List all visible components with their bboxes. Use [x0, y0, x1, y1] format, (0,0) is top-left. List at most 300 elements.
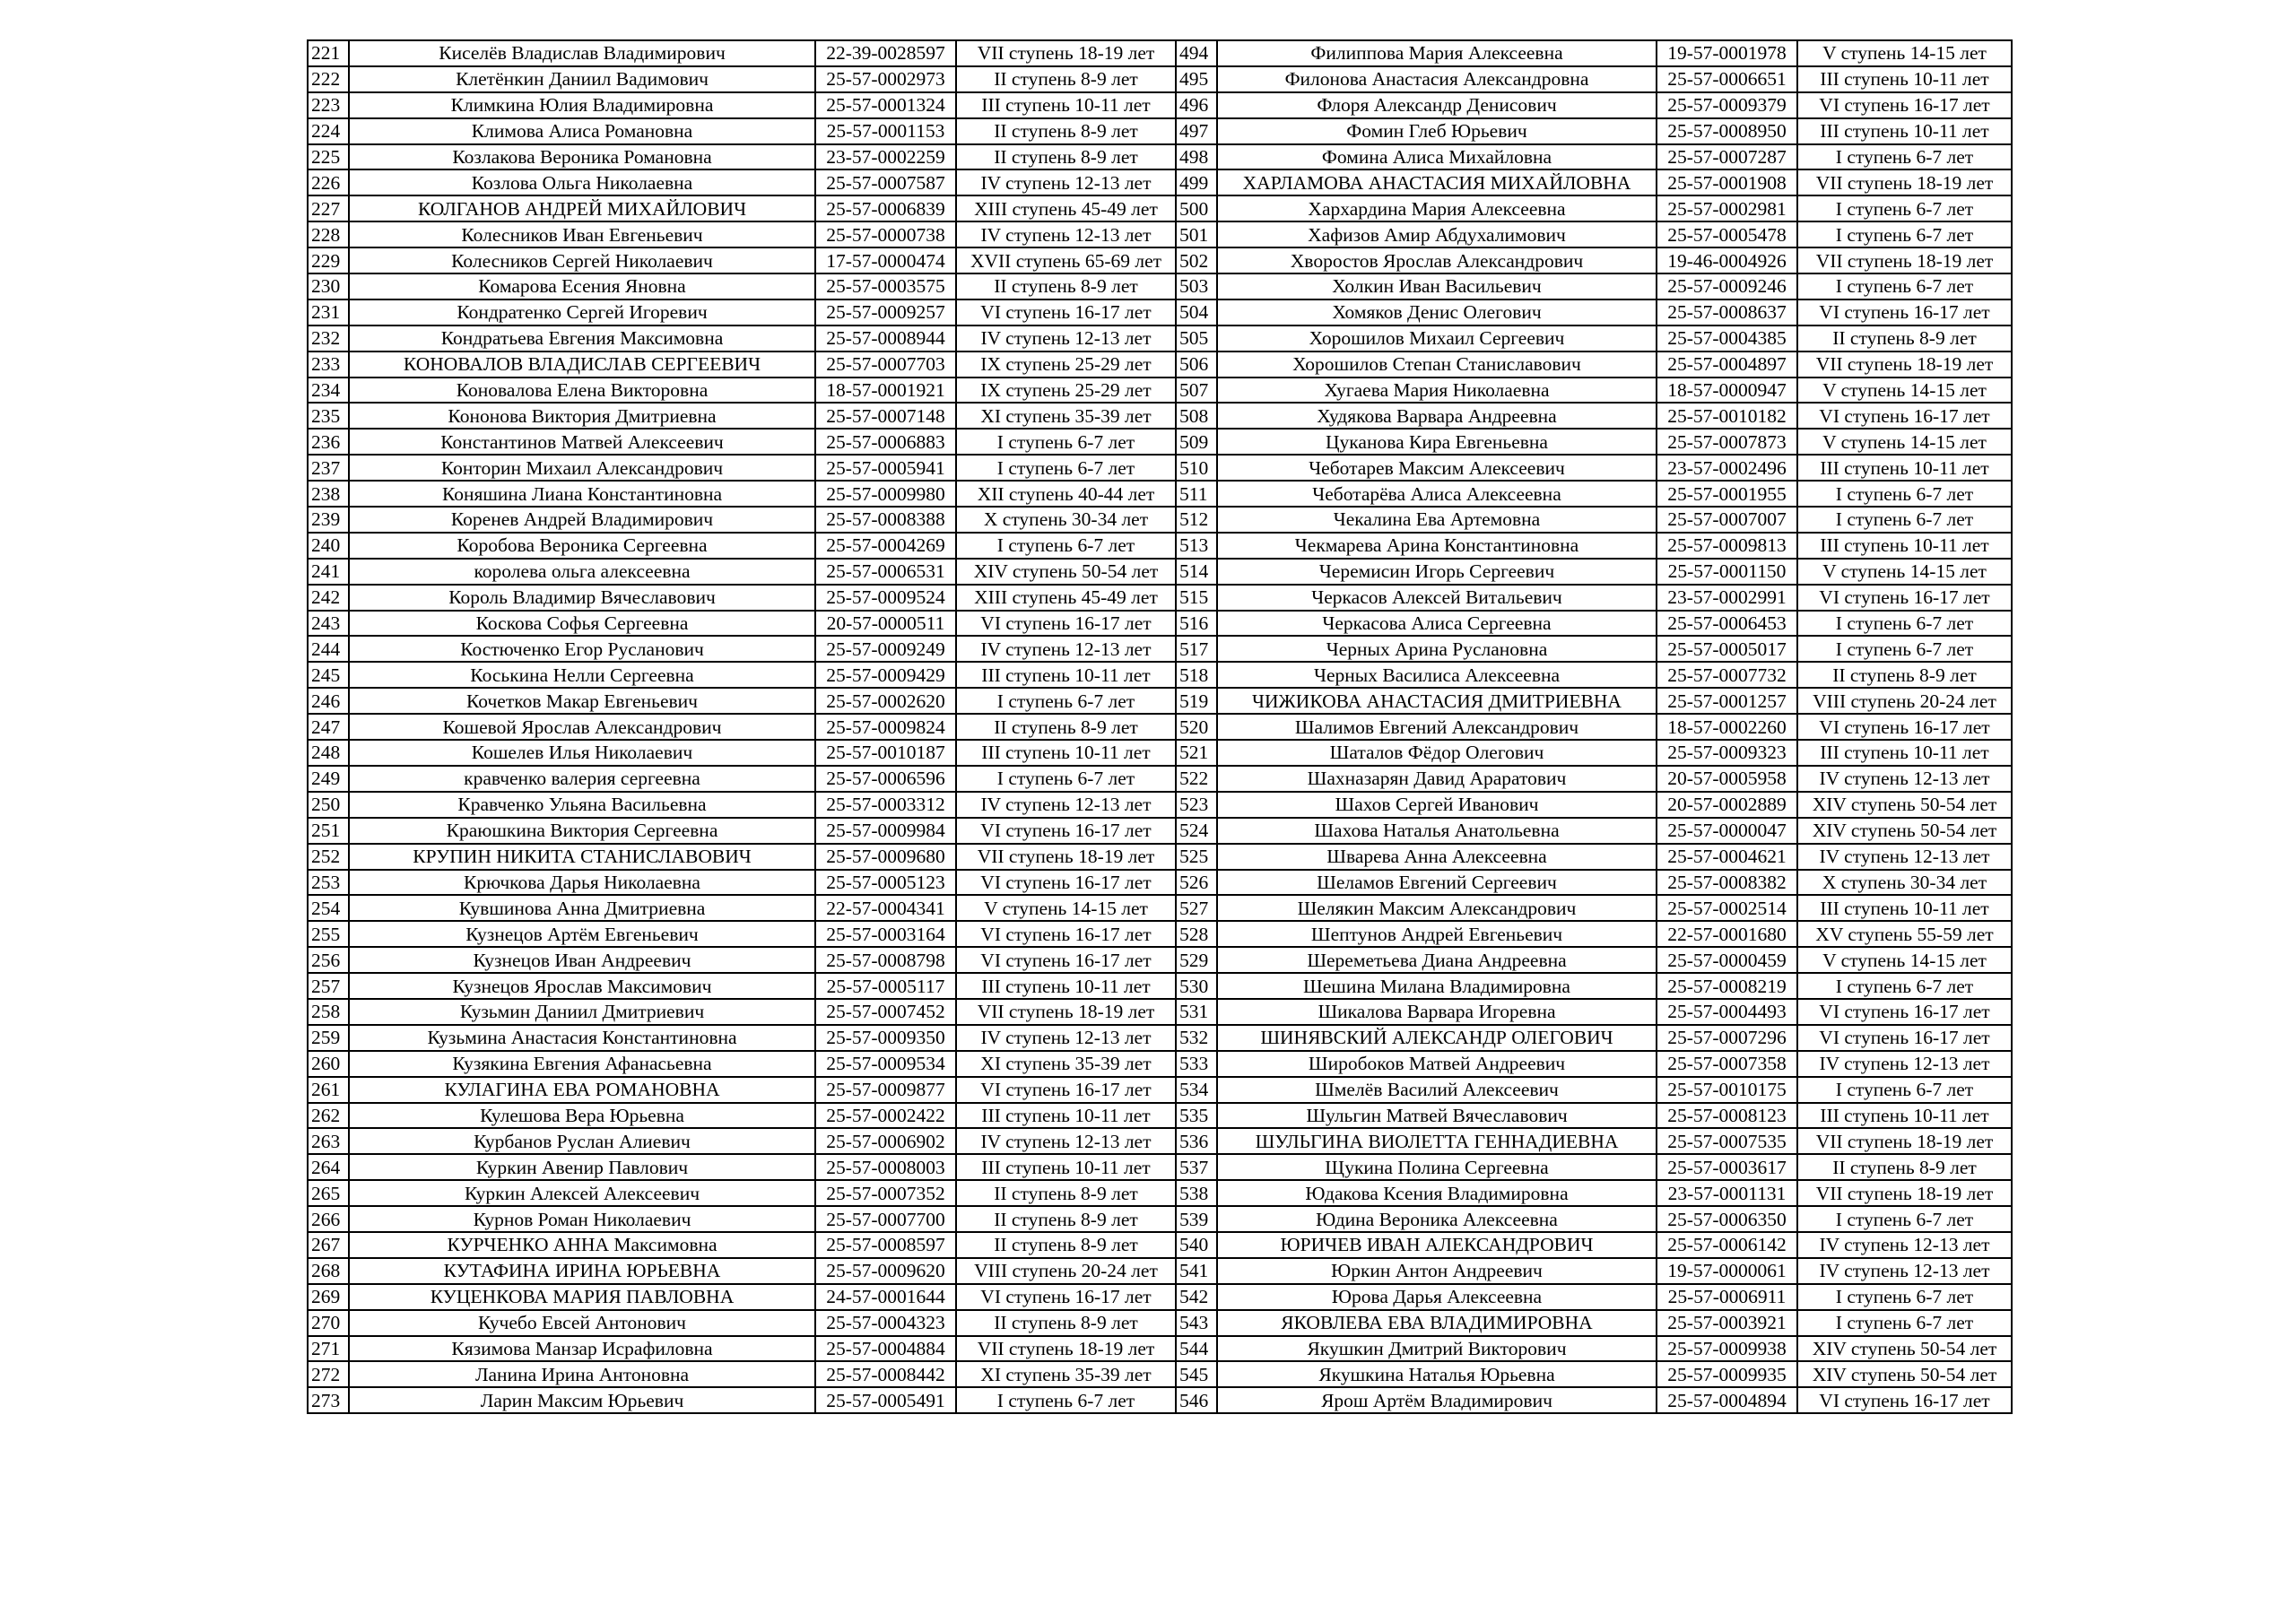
left-stage-age-cell: III ступень 10-11 лет [956, 92, 1176, 118]
right-row-number-cell: 522 [1176, 766, 1217, 792]
table-row [308, 144, 2012, 170]
right-full-name-cell: Черкасов Алексей Витальевич [1217, 585, 1657, 611]
right-row-number-cell: 514 [1176, 559, 1217, 585]
left-row-number-cell: 250 [308, 792, 349, 818]
left-stage-age-cell: III ступень 10-11 лет [956, 1103, 1176, 1129]
left-full-name-cell: Кязимова Манзар Исрафиловна [349, 1336, 815, 1362]
table-row [308, 273, 2012, 299]
right-full-name-cell: ШУЛЬГИНА ВИОЛЕТТА ГЕННАДИЕВНА [1217, 1128, 1657, 1154]
right-id-number-cell: 22-57-0001680 [1657, 921, 1797, 947]
right-row-number-cell: 541 [1176, 1258, 1217, 1284]
right-id-number-cell: 20-57-0005958 [1657, 766, 1797, 792]
left-id-number-cell: 25-57-0004269 [815, 533, 956, 559]
right-row-number-cell: 531 [1176, 999, 1217, 1025]
left-row-number-cell: 233 [308, 352, 349, 378]
right-id-number-cell: 23-57-0002496 [1657, 455, 1797, 481]
left-id-number-cell: 25-57-0008003 [815, 1154, 956, 1180]
left-full-name-cell: Крючкова Дарья Николаевна [349, 870, 815, 896]
left-full-name-cell: Кондратенко Сергей Игоревич [349, 299, 815, 325]
right-row-number-cell: 506 [1176, 352, 1217, 378]
left-id-number-cell: 25-57-0009620 [815, 1258, 956, 1284]
right-stage-age-cell: I ступень 6-7 лет [1797, 1077, 2012, 1103]
table-row [308, 1258, 2012, 1284]
table-row [308, 403, 2012, 429]
left-stage-age-cell: V ступень 14-15 лет [956, 895, 1176, 921]
right-row-number-cell: 497 [1176, 118, 1217, 144]
right-stage-age-cell: VII ступень 18-19 лет [1797, 247, 2012, 273]
left-full-name-cell: королева ольга алексеевна [349, 559, 815, 585]
left-full-name-cell: Колесников Сергей Николаевич [349, 247, 815, 273]
right-full-name-cell: ШИНЯВСКИЙ АЛЕКСАНДР ОЛЕГОВИЧ [1217, 1025, 1657, 1051]
table-row [308, 66, 2012, 92]
table-row [308, 118, 2012, 144]
table-row [308, 766, 2012, 792]
right-id-number-cell: 25-57-0007732 [1657, 662, 1797, 688]
right-id-number-cell: 25-57-0007007 [1657, 507, 1797, 533]
left-row-number-cell: 263 [308, 1128, 349, 1154]
left-id-number-cell: 25-57-0008944 [815, 325, 956, 352]
right-full-name-cell: ЧИЖИКОВА АНАСТАСИЯ ДМИТРИЕВНА [1217, 688, 1657, 714]
right-id-number-cell: 25-57-0002981 [1657, 195, 1797, 221]
right-stage-age-cell: V ступень 14-15 лет [1797, 947, 2012, 973]
right-id-number-cell: 25-57-0004894 [1657, 1387, 1797, 1413]
table-row [308, 1284, 2012, 1310]
table-row [308, 378, 2012, 404]
table-row [308, 1310, 2012, 1336]
right-full-name-cell: Черемисин Игорь Сергеевич [1217, 559, 1657, 585]
right-stage-age-cell: I ступень 6-7 лет [1797, 1206, 2012, 1232]
right-id-number-cell: 25-57-0006453 [1657, 611, 1797, 637]
right-full-name-cell: ХАРЛАМОВА АНАСТАСИЯ МИХАЙЛОВНА [1217, 169, 1657, 195]
left-row-number-cell: 242 [308, 585, 349, 611]
left-full-name-cell: Кошевой Ярослав Александрович [349, 714, 815, 740]
left-full-name-cell: Коськина Нелли Сергеевна [349, 662, 815, 688]
left-id-number-cell: 25-57-0009257 [815, 299, 956, 325]
left-full-name-cell: Костюченко Егор Русланович [349, 636, 815, 662]
left-row-number-cell: 261 [308, 1077, 349, 1103]
left-row-number-cell: 243 [308, 611, 349, 637]
right-row-number-cell: 516 [1176, 611, 1217, 637]
left-id-number-cell: 25-57-0004884 [815, 1336, 956, 1362]
table-row [308, 1154, 2012, 1180]
right-stage-age-cell: I ступень 6-7 лет [1797, 195, 2012, 221]
right-stage-age-cell: VI ступень 16-17 лет [1797, 299, 2012, 325]
right-stage-age-cell: II ступень 8-9 лет [1797, 1154, 2012, 1180]
table-row [308, 247, 2012, 273]
table-row [308, 481, 2012, 507]
right-stage-age-cell: II ступень 8-9 лет [1797, 662, 2012, 688]
left-full-name-cell: Курбанов Руслан Алиевич [349, 1128, 815, 1154]
table-row [308, 792, 2012, 818]
left-row-number-cell: 268 [308, 1258, 349, 1284]
table-row [308, 921, 2012, 947]
left-id-number-cell: 25-57-0009524 [815, 585, 956, 611]
table-row [308, 1336, 2012, 1362]
right-full-name-cell: Флоря Александр Денисович [1217, 92, 1657, 118]
right-row-number-cell: 505 [1176, 325, 1217, 352]
right-stage-age-cell: VI ступень 16-17 лет [1797, 1387, 2012, 1413]
left-id-number-cell: 25-57-0009680 [815, 844, 956, 870]
left-id-number-cell: 25-57-0008597 [815, 1232, 956, 1258]
left-row-number-cell: 249 [308, 766, 349, 792]
right-full-name-cell: Хархардина Мария Алексеевна [1217, 195, 1657, 221]
table-row [308, 1180, 2012, 1206]
right-row-number-cell: 533 [1176, 1051, 1217, 1077]
left-full-name-cell: Коробова Вероника Сергеевна [349, 533, 815, 559]
left-stage-age-cell: I ступень 6-7 лет [956, 1387, 1176, 1413]
left-stage-age-cell: VII ступень 18-19 лет [956, 844, 1176, 870]
left-stage-age-cell: III ступень 10-11 лет [956, 662, 1176, 688]
right-row-number-cell: 502 [1176, 247, 1217, 273]
right-row-number-cell: 530 [1176, 973, 1217, 999]
right-id-number-cell: 25-57-0008950 [1657, 118, 1797, 144]
left-full-name-cell: Ларин Максим Юрьевич [349, 1387, 815, 1413]
right-full-name-cell: Фомин Глеб Юрьевич [1217, 118, 1657, 144]
right-row-number-cell: 520 [1176, 714, 1217, 740]
left-id-number-cell: 25-57-0009249 [815, 636, 956, 662]
right-stage-age-cell: XIV ступень 50-54 лет [1797, 792, 2012, 818]
left-id-number-cell: 25-57-0010187 [815, 740, 956, 766]
right-row-number-cell: 526 [1176, 870, 1217, 896]
right-full-name-cell: Шахова Наталья Анатольевна [1217, 818, 1657, 844]
right-id-number-cell: 19-57-0001978 [1657, 40, 1797, 66]
right-id-number-cell: 25-57-0004385 [1657, 325, 1797, 352]
left-full-name-cell: Климкина Юлия Владимировна [349, 92, 815, 118]
right-id-number-cell: 18-57-0000947 [1657, 378, 1797, 404]
left-row-number-cell: 239 [308, 507, 349, 533]
left-row-number-cell: 226 [308, 169, 349, 195]
left-id-number-cell: 25-57-0007700 [815, 1206, 956, 1232]
right-stage-age-cell: II ступень 8-9 лет [1797, 325, 2012, 352]
left-row-number-cell: 229 [308, 247, 349, 273]
right-full-name-cell: Юдакова Ксения Владимировна [1217, 1180, 1657, 1206]
right-row-number-cell: 519 [1176, 688, 1217, 714]
right-row-number-cell: 545 [1176, 1361, 1217, 1387]
right-full-name-cell: Черных Арина Руслановна [1217, 636, 1657, 662]
left-row-number-cell: 260 [308, 1051, 349, 1077]
right-id-number-cell: 25-57-0007535 [1657, 1128, 1797, 1154]
left-row-number-cell: 240 [308, 533, 349, 559]
left-stage-age-cell: IV ступень 12-13 лет [956, 325, 1176, 352]
right-stage-age-cell: I ступень 6-7 лет [1797, 611, 2012, 637]
left-row-number-cell: 252 [308, 844, 349, 870]
left-row-number-cell: 267 [308, 1232, 349, 1258]
right-row-number-cell: 518 [1176, 662, 1217, 688]
left-id-number-cell: 25-57-0007452 [815, 999, 956, 1025]
left-full-name-cell: Комарова Есения Яновна [349, 273, 815, 299]
table-row [308, 325, 2012, 352]
left-id-number-cell: 25-57-0006902 [815, 1128, 956, 1154]
table-row [308, 1206, 2012, 1232]
right-id-number-cell: 20-57-0002889 [1657, 792, 1797, 818]
right-full-name-cell: Шахназарян Давид Араратович [1217, 766, 1657, 792]
left-row-number-cell: 236 [308, 429, 349, 455]
right-id-number-cell: 19-46-0004926 [1657, 247, 1797, 273]
left-full-name-cell: Куркин Авенир Павлович [349, 1154, 815, 1180]
right-row-number-cell: 512 [1176, 507, 1217, 533]
left-row-number-cell: 222 [308, 66, 349, 92]
right-full-name-cell: Шикалова Варвара Игоревна [1217, 999, 1657, 1025]
right-row-number-cell: 525 [1176, 844, 1217, 870]
left-full-name-cell: Кувшинова Анна Дмитриевна [349, 895, 815, 921]
right-id-number-cell: 25-57-0006142 [1657, 1232, 1797, 1258]
right-row-number-cell: 539 [1176, 1206, 1217, 1232]
left-id-number-cell: 25-57-0008798 [815, 947, 956, 973]
right-row-number-cell: 511 [1176, 481, 1217, 507]
right-id-number-cell: 25-57-0004897 [1657, 352, 1797, 378]
left-stage-age-cell: II ступень 8-9 лет [956, 1310, 1176, 1336]
table-row [308, 221, 2012, 247]
left-stage-age-cell: II ступень 8-9 лет [956, 118, 1176, 144]
left-stage-age-cell: VI ступень 16-17 лет [956, 921, 1176, 947]
left-id-number-cell: 20-57-0000511 [815, 611, 956, 637]
right-stage-age-cell: VI ступень 16-17 лет [1797, 714, 2012, 740]
right-id-number-cell: 25-57-0009813 [1657, 533, 1797, 559]
left-stage-age-cell: IV ступень 12-13 лет [956, 636, 1176, 662]
right-stage-age-cell: IV ступень 12-13 лет [1797, 1051, 2012, 1077]
table-row [308, 714, 2012, 740]
right-id-number-cell: 25-57-0000047 [1657, 818, 1797, 844]
left-stage-age-cell: III ступень 10-11 лет [956, 740, 1176, 766]
right-row-number-cell: 546 [1176, 1387, 1217, 1413]
left-row-number-cell: 253 [308, 870, 349, 896]
right-stage-age-cell: I ступень 6-7 лет [1797, 636, 2012, 662]
left-stage-age-cell: XI ступень 35-39 лет [956, 1051, 1176, 1077]
right-row-number-cell: 544 [1176, 1336, 1217, 1362]
left-row-number-cell: 254 [308, 895, 349, 921]
right-full-name-cell: Филиппова Мария Алексеевна [1217, 40, 1657, 66]
left-full-name-cell: Коновалова Елена Викторовна [349, 378, 815, 404]
right-full-name-cell: Шульгин Матвей Вячеславович [1217, 1103, 1657, 1129]
left-stage-age-cell: X ступень 30-34 лет [956, 507, 1176, 533]
left-stage-age-cell: IV ступень 12-13 лет [956, 1025, 1176, 1051]
table-row [308, 1025, 2012, 1051]
right-row-number-cell: 543 [1176, 1310, 1217, 1336]
right-row-number-cell: 515 [1176, 585, 1217, 611]
left-stage-age-cell: XII ступень 40-44 лет [956, 481, 1176, 507]
right-row-number-cell: 527 [1176, 895, 1217, 921]
left-row-number-cell: 227 [308, 195, 349, 221]
right-full-name-cell: Чеботарев Максим Алексеевич [1217, 455, 1657, 481]
left-id-number-cell: 25-57-0009429 [815, 662, 956, 688]
left-row-number-cell: 257 [308, 973, 349, 999]
left-full-name-cell: КОЛГАНОВ АНДРЕЙ МИХАЙЛОВИЧ [349, 195, 815, 221]
right-stage-age-cell: VI ступень 16-17 лет [1797, 92, 2012, 118]
left-full-name-cell: Кочетков Макар Евгеньевич [349, 688, 815, 714]
right-stage-age-cell: IV ступень 12-13 лет [1797, 766, 2012, 792]
table-row [308, 688, 2012, 714]
left-id-number-cell: 25-57-0006883 [815, 429, 956, 455]
left-stage-age-cell: XI ступень 35-39 лет [956, 403, 1176, 429]
left-full-name-cell: Кошелев Илья Николаевич [349, 740, 815, 766]
table-row [308, 559, 2012, 585]
right-full-name-cell: ЮРИЧЕВ ИВАН АЛЕКСАНДРОВИЧ [1217, 1232, 1657, 1258]
left-id-number-cell: 25-57-0009877 [815, 1077, 956, 1103]
right-stage-age-cell: I ступень 6-7 лет [1797, 1310, 2012, 1336]
left-full-name-cell: Кравченко Ульяна Васильевна [349, 792, 815, 818]
right-id-number-cell: 25-57-0001150 [1657, 559, 1797, 585]
left-row-number-cell: 251 [308, 818, 349, 844]
left-id-number-cell: 25-57-0004323 [815, 1310, 956, 1336]
right-full-name-cell: Хорошилов Михаил Сергеевич [1217, 325, 1657, 352]
left-row-number-cell: 223 [308, 92, 349, 118]
left-id-number-cell: 25-57-0007703 [815, 352, 956, 378]
left-id-number-cell: 25-57-0009980 [815, 481, 956, 507]
right-row-number-cell: 508 [1176, 403, 1217, 429]
left-full-name-cell: Куркин Алексей Алексеевич [349, 1180, 815, 1206]
left-full-name-cell: Кузьмин Даниил Дмитриевич [349, 999, 815, 1025]
right-full-name-cell: Чекмарева Арина Константиновна [1217, 533, 1657, 559]
right-row-number-cell: 496 [1176, 92, 1217, 118]
right-id-number-cell: 25-57-0006350 [1657, 1206, 1797, 1232]
left-full-name-cell: Кузякина Евгения Афанасьевна [349, 1051, 815, 1077]
right-row-number-cell: 529 [1176, 947, 1217, 973]
right-stage-age-cell: III ступень 10-11 лет [1797, 895, 2012, 921]
right-id-number-cell: 25-57-0009935 [1657, 1361, 1797, 1387]
left-id-number-cell: 25-57-0001153 [815, 118, 956, 144]
left-stage-age-cell: II ступень 8-9 лет [956, 1180, 1176, 1206]
right-id-number-cell: 23-57-0001131 [1657, 1180, 1797, 1206]
table-row [308, 947, 2012, 973]
left-stage-age-cell: III ступень 10-11 лет [956, 1154, 1176, 1180]
right-stage-age-cell: I ступень 6-7 лет [1797, 221, 2012, 247]
left-stage-age-cell: II ступень 8-9 лет [956, 66, 1176, 92]
left-id-number-cell: 25-57-0007587 [815, 169, 956, 195]
left-stage-age-cell: XIII ступень 45-49 лет [956, 195, 1176, 221]
table-row [308, 1077, 2012, 1103]
left-row-number-cell: 241 [308, 559, 349, 585]
right-full-name-cell: Юдина Вероника Алексеевна [1217, 1206, 1657, 1232]
left-stage-age-cell: VI ступень 16-17 лет [956, 1077, 1176, 1103]
right-full-name-cell: Хафизов Амир Абдухалимович [1217, 221, 1657, 247]
left-id-number-cell: 25-57-0009350 [815, 1025, 956, 1051]
right-full-name-cell: Хомяков Денис Олегович [1217, 299, 1657, 325]
left-full-name-cell: Кузнецов Ярослав Максимович [349, 973, 815, 999]
left-full-name-cell: Коняшина Лиана Константиновна [349, 481, 815, 507]
right-full-name-cell: ЯКОВЛЕВА ЕВА ВЛАДИМИРОВНА [1217, 1310, 1657, 1336]
left-id-number-cell: 25-57-0003575 [815, 273, 956, 299]
table-row [308, 1103, 2012, 1129]
left-full-name-cell: кравченко валерия сергеевна [349, 766, 815, 792]
left-stage-age-cell: XIV ступень 50-54 лет [956, 559, 1176, 585]
left-stage-age-cell: VI ступень 16-17 лет [956, 299, 1176, 325]
left-row-number-cell: 247 [308, 714, 349, 740]
left-row-number-cell: 228 [308, 221, 349, 247]
table-row [308, 636, 2012, 662]
right-id-number-cell: 25-57-0010175 [1657, 1077, 1797, 1103]
left-full-name-cell: Кучебо Евсей Антонович [349, 1310, 815, 1336]
right-row-number-cell: 495 [1176, 66, 1217, 92]
left-stage-age-cell: VII ступень 18-19 лет [956, 1336, 1176, 1362]
table-row [308, 455, 2012, 481]
right-full-name-cell: Хворостов Ярослав Александрович [1217, 247, 1657, 273]
right-id-number-cell: 25-57-0006651 [1657, 66, 1797, 92]
right-stage-age-cell: VI ступень 16-17 лет [1797, 403, 2012, 429]
left-row-number-cell: 272 [308, 1361, 349, 1387]
right-stage-age-cell: I ступень 6-7 лет [1797, 481, 2012, 507]
right-full-name-cell: Холкин Иван Васильевич [1217, 273, 1657, 299]
right-stage-age-cell: III ступень 10-11 лет [1797, 1103, 2012, 1129]
table-row [308, 585, 2012, 611]
right-id-number-cell: 25-57-0008382 [1657, 870, 1797, 896]
right-stage-age-cell: X ступень 30-34 лет [1797, 870, 2012, 896]
right-stage-age-cell: VI ступень 16-17 лет [1797, 585, 2012, 611]
right-stage-age-cell: VII ступень 18-19 лет [1797, 1128, 2012, 1154]
right-stage-age-cell: IV ступень 12-13 лет [1797, 844, 2012, 870]
right-full-name-cell: Шеламов Евгений Сергеевич [1217, 870, 1657, 896]
right-full-name-cell: Черных Василиса Алексеевна [1217, 662, 1657, 688]
right-full-name-cell: Широбоков Матвей Андреевич [1217, 1051, 1657, 1077]
right-full-name-cell: Шептунов Андрей Евгеньевич [1217, 921, 1657, 947]
right-row-number-cell: 538 [1176, 1180, 1217, 1206]
left-full-name-cell: КУТАФИНА ИРИНА ЮРЬЕВНА [349, 1258, 815, 1284]
left-id-number-cell: 22-57-0004341 [815, 895, 956, 921]
left-stage-age-cell: IV ступень 12-13 лет [956, 221, 1176, 247]
table-row [308, 999, 2012, 1025]
left-stage-age-cell: I ступень 6-7 лет [956, 766, 1176, 792]
left-id-number-cell: 17-57-0000474 [815, 247, 956, 273]
right-id-number-cell: 25-57-0010182 [1657, 403, 1797, 429]
right-id-number-cell: 25-57-0004493 [1657, 999, 1797, 1025]
left-stage-age-cell: IV ступень 12-13 лет [956, 792, 1176, 818]
left-id-number-cell: 25-57-0003312 [815, 792, 956, 818]
table-body [308, 40, 2012, 1413]
right-row-number-cell: 499 [1176, 169, 1217, 195]
left-stage-age-cell: VI ступень 16-17 лет [956, 611, 1176, 637]
left-full-name-cell: Кондратьева Евгения Максимовна [349, 325, 815, 352]
table-row [308, 818, 2012, 844]
left-row-number-cell: 270 [308, 1310, 349, 1336]
left-full-name-cell: Конторин Михаил Александрович [349, 455, 815, 481]
table-row [308, 844, 2012, 870]
right-stage-age-cell: III ступень 10-11 лет [1797, 740, 2012, 766]
right-id-number-cell: 25-57-0007358 [1657, 1051, 1797, 1077]
left-full-name-cell: Кузнецов Иван Андреевич [349, 947, 815, 973]
left-row-number-cell: 269 [308, 1284, 349, 1310]
left-stage-age-cell: XIII ступень 45-49 лет [956, 585, 1176, 611]
right-row-number-cell: 534 [1176, 1077, 1217, 1103]
left-id-number-cell: 25-57-0005123 [815, 870, 956, 896]
right-row-number-cell: 524 [1176, 818, 1217, 844]
right-id-number-cell: 19-57-0000061 [1657, 1258, 1797, 1284]
left-stage-age-cell: IX ступень 25-29 лет [956, 378, 1176, 404]
right-stage-age-cell: III ступень 10-11 лет [1797, 455, 2012, 481]
left-full-name-cell: Константинов Матвей Алексеевич [349, 429, 815, 455]
left-full-name-cell: КОНОВАЛОВ ВЛАДИСЛАВ СЕРГЕЕВИЧ [349, 352, 815, 378]
right-full-name-cell: Шешина Милана Владимировна [1217, 973, 1657, 999]
left-stage-age-cell: VI ступень 16-17 лет [956, 870, 1176, 896]
right-full-name-cell: Шелякин Максим Александрович [1217, 895, 1657, 921]
left-row-number-cell: 255 [308, 921, 349, 947]
left-id-number-cell: 25-57-0002422 [815, 1103, 956, 1129]
left-id-number-cell: 23-57-0002259 [815, 144, 956, 170]
right-row-number-cell: 542 [1176, 1284, 1217, 1310]
right-id-number-cell: 25-57-0009323 [1657, 740, 1797, 766]
left-id-number-cell: 25-57-0002620 [815, 688, 956, 714]
right-id-number-cell: 25-57-0007873 [1657, 429, 1797, 455]
right-stage-age-cell: I ступень 6-7 лет [1797, 973, 2012, 999]
table-row [308, 92, 2012, 118]
left-id-number-cell: 25-57-0005491 [815, 1387, 956, 1413]
right-stage-age-cell: VII ступень 18-19 лет [1797, 169, 2012, 195]
left-full-name-cell: Король Владимир Вячеславович [349, 585, 815, 611]
left-full-name-cell: Кузнецов Артём Евгеньевич [349, 921, 815, 947]
right-full-name-cell: Шалимов Евгений Александрович [1217, 714, 1657, 740]
right-row-number-cell: 523 [1176, 792, 1217, 818]
right-stage-age-cell: III ступень 10-11 лет [1797, 118, 2012, 144]
left-stage-age-cell: II ступень 8-9 лет [956, 1206, 1176, 1232]
left-full-name-cell: Колесников Иван Евгеньевич [349, 221, 815, 247]
